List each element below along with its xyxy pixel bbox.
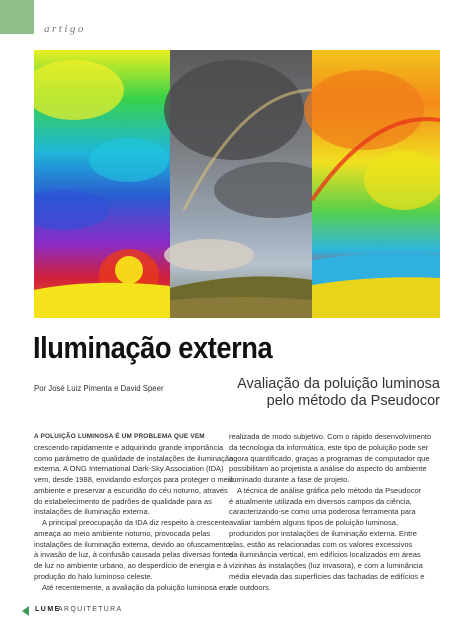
text-line: A principal preocupação da IDA diz respeito à crescente: [42, 518, 230, 527]
article-title: Iluminação externa: [33, 330, 273, 365]
subtitle-line: Avaliação da poluição luminosa: [237, 376, 440, 392]
text-line: agora quantificado, graças a programas de computador que: [229, 453, 430, 463]
text-line: possibilitam ao projetista a análise do aspecto do ambiente: [229, 464, 427, 474]
body-column-right: [229, 432, 432, 593]
lead-in: A POLUIÇÃO LUMINOSA É UM PROBLEMA QUE VEM: [34, 433, 205, 440]
text-line: ambiente e preservar a escuridão do céu noturno, através: [34, 485, 228, 495]
text-line: instalações de iluminação externa, devido ao ofuscamento,: [34, 539, 233, 549]
subtitle-line: pelo método da Pseudocor: [266, 393, 440, 409]
hero-image-pseudocolor-landscape: [34, 50, 440, 318]
paragraph: [34, 582, 230, 594]
text-line: Até recentemente, a avaliação da poluição luminosa era: [42, 582, 230, 592]
text-line: avaliar também alguns tipos de poluição luminosa,: [229, 518, 399, 527]
text-line: realizada de modo subjetivo. Com o rápido desenvolvimento: [229, 432, 432, 441]
author-byline: Por José Luiz Pimenta e David Speer: [34, 384, 164, 393]
text-line: média elevada das superfícies das fachadas de edifícios e: [229, 571, 425, 581]
body-column-left: [34, 432, 234, 593]
section-tag: artigo: [44, 23, 86, 35]
paragraph: [34, 432, 234, 518]
paragraph: [229, 432, 432, 486]
text-line: caracterizando-se como uma poderosa ferramenta para: [229, 507, 416, 517]
text-line: vizinhas às instalações (luz invasora), e com a luminância: [229, 561, 423, 570]
text-line: ameaça ao meio ambiente noturno, provocada pelas: [34, 528, 211, 538]
text-line: da iluminância vertical, em edifícios localizados em áreas: [229, 550, 421, 560]
paragraph: [34, 518, 234, 583]
paragraph: [229, 485, 425, 594]
text-line: iluminado durante a fase de projeto.: [229, 475, 350, 484]
footer-section-name: ARQUITETURA: [58, 606, 123, 613]
text-line: instalações de iluminação externa.: [34, 507, 150, 517]
article-subtitle: [210, 376, 440, 410]
text-line: é atualmente utilizada em diversos campos da ciência,: [229, 496, 412, 506]
text-line: externa. A ONG International Dark-Sky Association (IDA): [34, 464, 224, 474]
corner-color-block: [0, 0, 34, 34]
text-line: crescendo rapidamente e adquirindo grande importância: [34, 442, 224, 452]
footer-magazine-name: LUME: [35, 606, 61, 613]
hero-illustration: [34, 50, 440, 318]
text-line: como parâmetro de qualidade de instalações de iluminação: [34, 453, 234, 463]
text-line: vem, desde 1988, envidando esforços para proteger o meio: [34, 475, 234, 484]
text-line: produzidos por instalações de iluminação externa. Entre: [229, 528, 417, 538]
text-line: A técnica de análise gráfica pelo método da Pseudocor: [237, 485, 422, 495]
footer-arrow-icon: [22, 606, 29, 616]
text-line: da tecnologia da informática, este tipo de poluição pode ser: [229, 442, 429, 452]
text-line: do estabelecimento de padrões de qualidade para as: [34, 496, 212, 506]
text-line: à invasão de luz, à confusão causada pelas diversas fontes: [34, 550, 234, 560]
text-line: produção do halo luminoso celeste.: [34, 571, 153, 581]
text-line: de luz no ambiente urbano, ao desperdício de energia e à: [34, 561, 228, 570]
text-line: elas, estão as relacionadas com os valores excessivos: [229, 539, 413, 549]
text-line: de outdoors.: [229, 582, 271, 592]
